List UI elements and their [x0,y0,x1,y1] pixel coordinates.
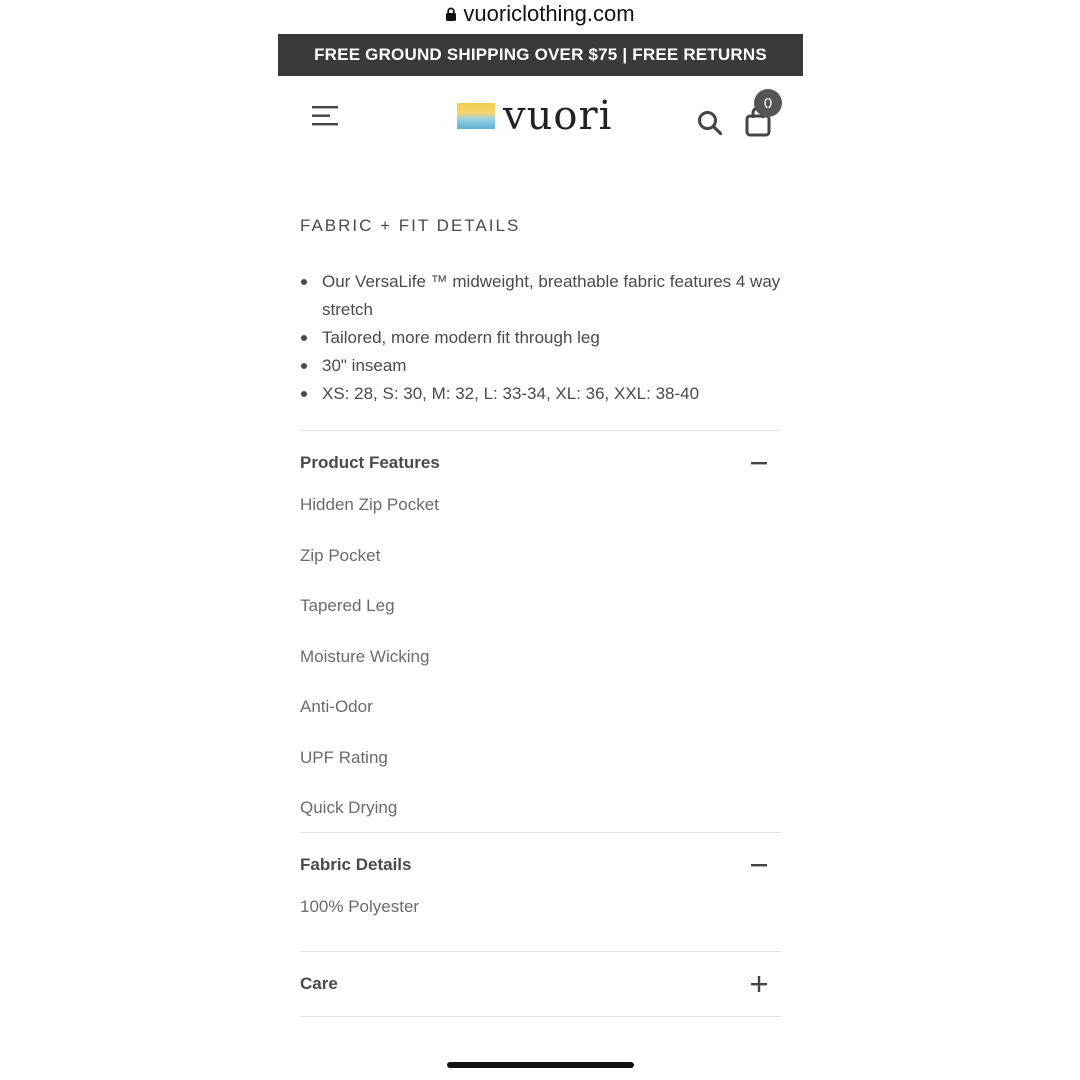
list-item: XS: 28, S: 30, M: 32, L: 33-34, XL: 36, XXL: 38-40 [300,380,781,408]
list-item: Moisture Wicking [300,646,430,666]
cart-count-badge[interactable]: 0 [754,89,782,117]
list-item: Tailored, more modern fit through leg [300,324,781,352]
browser-url-bar[interactable] [0,0,1080,28]
fabric-details-list [300,897,781,951]
list-item: Zip Pocket [300,545,381,565]
fabric-fit-list [300,268,781,408]
logo-mark-icon [457,103,495,129]
list-item: Hidden Zip Pocket [300,495,439,514]
list-item: Anti-Odor [300,697,373,716]
promo-banner-text: FREE GROUND SHIPPING OVER $75 | FREE RETURNS [314,45,767,64]
minus-icon[interactable] [751,455,767,471]
site-header [278,76,803,166]
accordion-title: Care [300,974,338,993]
accordion-title: Fabric Details [300,855,412,874]
list-item: 30" inseam [300,352,781,380]
product-details [300,216,781,1017]
mobile-viewport [278,34,803,1080]
accordion-care[interactable] [300,952,781,1016]
accordion-title: Product Features [300,453,440,472]
fabric-fit-title: FABRIC + FIT DETAILS [300,216,521,235]
plus-icon[interactable] [751,976,767,992]
list-item: Our VersaLife ™ midweight, breathable fabric features 4 way stretch [300,268,781,324]
list-item: UPF Rating [300,747,388,767]
hamburger-menu-icon[interactable] [312,104,340,128]
home-indicator[interactable] [447,1062,634,1068]
search-icon[interactable] [697,110,723,141]
promo-banner [278,34,803,76]
accordion-fabric-details[interactable] [300,833,781,897]
minus-icon[interactable] [751,857,767,873]
logo-text: vuori [503,93,613,139]
list-item: 100% Polyester [300,897,420,916]
lock-icon [445,7,457,21]
list-item: Tapered Leg [300,596,395,615]
product-features-list [300,495,781,832]
accordion-product-features[interactable] [300,431,781,495]
url-text: vuoriclothing.com [463,1,635,26]
list-item: Quick Drying [300,798,398,817]
divider [300,1016,781,1017]
brand-logo[interactable] [457,93,613,139]
